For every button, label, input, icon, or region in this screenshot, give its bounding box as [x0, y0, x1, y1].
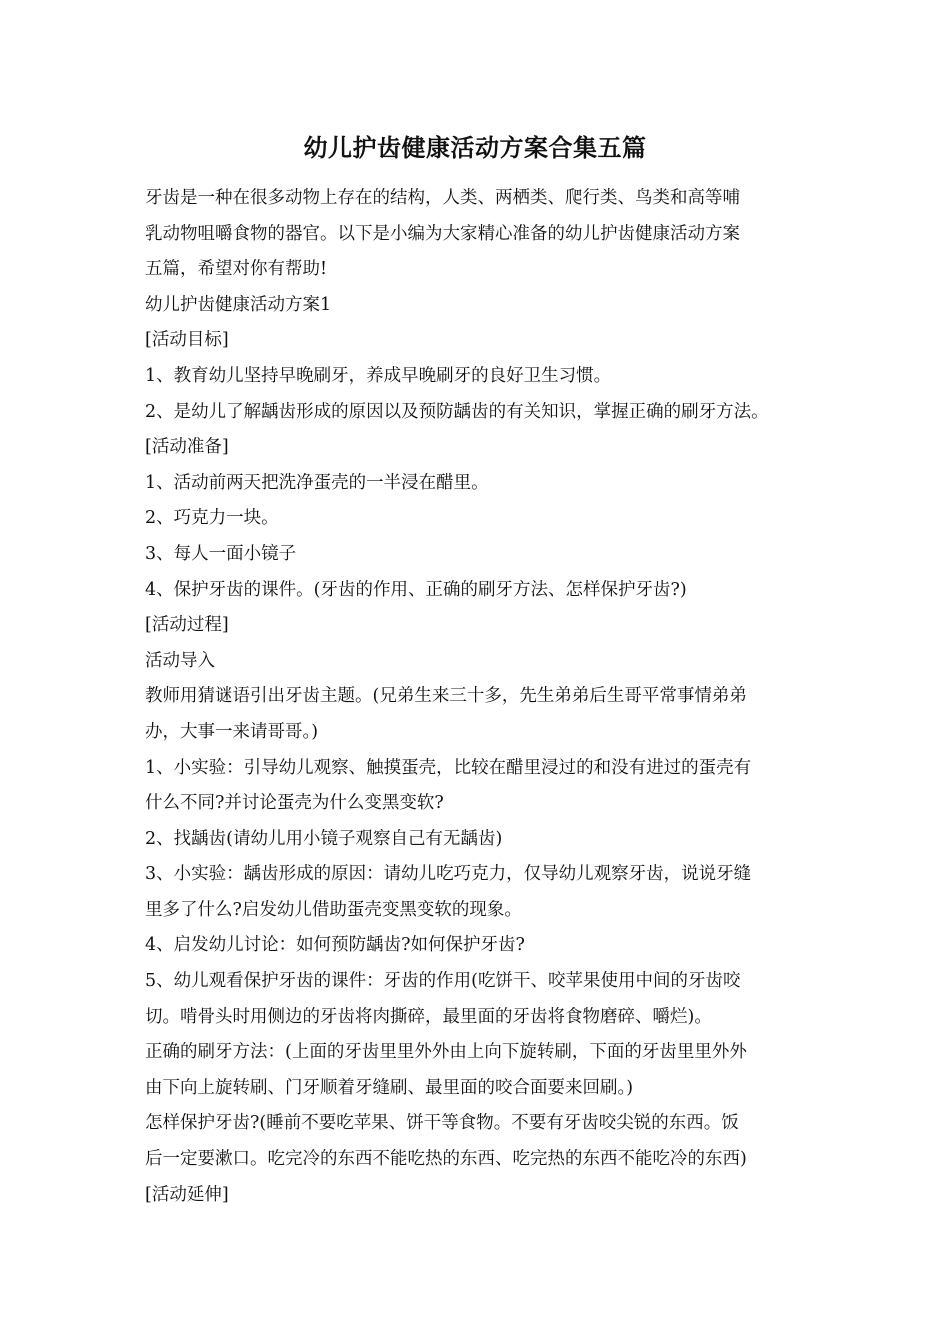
paragraph — [145, 608, 815, 644]
paragraph — [145, 501, 815, 537]
text-line: 乳动物咀嚼食物的器官。以下是小编为大家精心准备的幼儿护齿健康活动方案 — [145, 223, 740, 244]
document-title: 幼儿护齿健康活动方案合集五篇 — [303, 133, 647, 162]
text-line: 什么不同?并讨论蛋壳为什么变黑变软? — [145, 793, 444, 814]
text-line: 里多了什么?启发幼儿借助蛋壳变黑变软的现象。 — [145, 899, 522, 920]
text-line: 1、活动前两天把洗净蛋壳的一半浸在醋里。 — [145, 472, 489, 493]
paragraph — [145, 964, 815, 1035]
text-line: 4、启发幼儿讨论：如何预防龋齿?如何保护牙齿? — [145, 935, 525, 956]
text-line: 2、是幼儿了解龋齿形成的原因以及预防龋齿的有关知识，掌握正确的刷牙方法。 — [145, 401, 769, 422]
paragraph — [145, 1106, 815, 1177]
paragraph — [145, 466, 815, 502]
paragraph — [145, 323, 815, 359]
text-line: [活动延伸] — [145, 1184, 229, 1205]
paragraph — [145, 679, 815, 750]
text-line: 4、保护牙齿的课件。(牙齿的作用、正确的刷牙方法、怎样保护牙齿?) — [145, 579, 687, 600]
paragraph — [145, 359, 815, 395]
paragraph — [145, 537, 815, 573]
paragraph — [145, 288, 815, 324]
text-line: [活动过程] — [145, 615, 229, 636]
paragraph — [145, 857, 815, 928]
text-line: 切。啃骨头时用侧边的牙齿将肉撕碎，最里面的牙齿将食物磨碎、嚼烂)。 — [145, 1006, 712, 1027]
paragraph — [145, 573, 815, 609]
paragraph — [145, 430, 815, 466]
paragraph — [145, 644, 815, 680]
text-line: 正确的刷牙方法：(上面的牙齿里里外外由上向下旋转刷，下面的牙齿里里外外 — [145, 1042, 747, 1063]
text-line: 怎样保护牙齿?(睡前不要吃苹果、饼干等食物。不要有牙齿咬尖锐的东西。饭 — [145, 1113, 739, 1134]
text-line: [活动目标] — [145, 330, 229, 351]
text-line: 活动导入 — [145, 650, 215, 671]
text-line: 教师用猜谜语引出牙齿主题。(兄弟生来三十多，先生弟弟后生哥平常事情弟弟 — [145, 686, 747, 707]
document-body — [145, 181, 815, 1213]
text-line: [活动准备] — [145, 437, 229, 458]
paragraph — [145, 751, 815, 822]
text-line: 由下向上旋转刷、门牙顺着牙缝刷、最里面的咬合面要来回刷。) — [145, 1077, 634, 1098]
text-line: 1、小实验：引导幼儿观察、触摸蛋壳，比较在醋里浸过的和没有进过的蛋壳有 — [145, 757, 752, 778]
text-line: 2、巧克力一块。 — [145, 508, 279, 529]
text-line: 牙齿是一种在很多动物上存在的结构，人类、两栖类、爬行类、鸟类和高等哺 — [145, 188, 740, 208]
text-line: 幼儿护齿健康活动方案1 — [145, 294, 332, 315]
text-line: 5、幼儿观看保护牙齿的课件：牙齿的作用(吃饼干、咬苹果使用中间的牙齿咬 — [145, 971, 741, 992]
paragraph — [145, 181, 815, 288]
text-line: 五篇，希望对你有帮助! — [145, 259, 328, 280]
text-line: 1、教育幼儿坚持早晚刷牙，养成早晚刷牙的良好卫生习惯。 — [145, 365, 612, 386]
paragraph — [145, 928, 815, 964]
text-line: 办，大事一来请哥哥。) — [145, 721, 319, 742]
paragraph — [145, 822, 815, 858]
text-line: 3、每人一面小镜子 — [145, 543, 297, 564]
text-line: 后一定要漱口。吃完冷的东西不能吃热的东西、吃完热的东西不能吃冷的东西) — [145, 1149, 747, 1170]
paragraph — [145, 1035, 815, 1106]
paragraph — [145, 1178, 815, 1214]
paragraph — [145, 395, 815, 431]
text-line: 2、找龋齿(请幼儿用小镜子观察自己有无龋齿) — [145, 828, 503, 849]
text-line: 3、小实验：龋齿形成的原因：请幼儿吃巧克力，仅导幼儿观察牙齿，说说牙缝 — [145, 864, 752, 885]
